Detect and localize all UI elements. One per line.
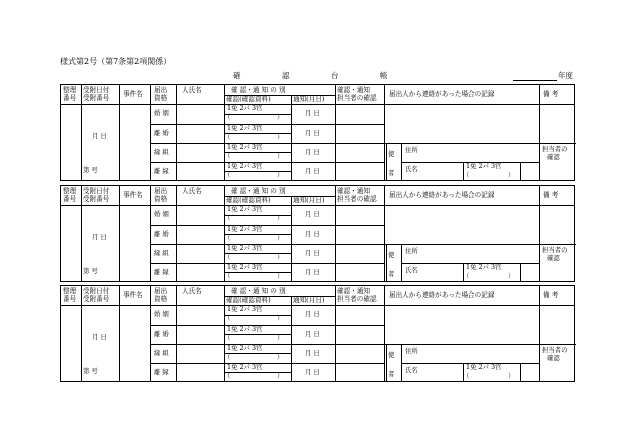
paren-close: ） — [277, 353, 284, 361]
record-block-3 — [60, 285, 575, 382]
table-rule — [386, 344, 387, 381]
table-rule — [150, 143, 384, 144]
paren-close: ） — [277, 214, 284, 222]
contact-paren-open: （ — [463, 171, 470, 179]
header-tsuchi: 通知(月日) — [293, 296, 325, 304]
header-jinshimei: 人氏名 — [182, 86, 202, 94]
table-rule — [176, 286, 177, 381]
header-tanto-2: 担当者の確認 — [337, 94, 377, 102]
ledger-title-char: 認 — [282, 71, 290, 80]
paren-open: （ — [224, 253, 231, 261]
header-todokede: 届出 — [154, 187, 168, 195]
uketsuke-number: 第 号 — [83, 267, 98, 275]
form-title: 様式第2号（第7条第2項関係） — [60, 57, 172, 66]
header-seiri: 整理 — [63, 86, 77, 94]
doc-options: 1免 2パ 3官 — [227, 305, 263, 313]
paren-close: ） — [277, 272, 284, 280]
paren-open: （ — [224, 334, 231, 342]
tantosha-kakunin-2: 確認 — [547, 254, 560, 262]
table-rule — [384, 85, 385, 180]
header-tanto-1: 確認・通知 — [337, 187, 370, 195]
contact-paren-open: （ — [463, 372, 470, 380]
table-rule — [150, 344, 384, 345]
contact-address-label: 住所 — [405, 146, 418, 154]
table-rule — [384, 286, 385, 381]
doc-options: 1免 2パ 3官 — [227, 205, 263, 213]
contact-sha: 者 — [388, 370, 395, 378]
table-rule — [150, 85, 151, 180]
header-renraku: 届出人から連絡があった場合の記録 — [389, 291, 495, 299]
table-rule — [291, 95, 292, 180]
contact-paren-close: ） — [508, 372, 515, 380]
table-rule — [520, 363, 521, 381]
contact-name-label: 氏名 — [405, 165, 418, 173]
table-rule — [150, 162, 384, 163]
notify-month-day: 月 日 — [305, 148, 320, 156]
header-jinshimei: 人氏名 — [182, 287, 202, 295]
header-uketsuke-no: 受附番号 — [83, 295, 110, 303]
event-name: 離 縁 — [154, 368, 169, 376]
header-kakunin: 確 認・通 知 の 別 — [231, 86, 286, 94]
paren-open: （ — [224, 214, 231, 222]
header-tanto-2: 担当者の確認 — [337, 195, 377, 203]
paren-open: （ — [224, 234, 231, 242]
table-rule — [150, 225, 384, 226]
paren-close: ） — [277, 234, 284, 242]
contact-name-label: 氏名 — [405, 366, 418, 374]
uketsuke-month-day: 月 日 — [92, 333, 107, 341]
table-rule — [119, 286, 120, 381]
header-shikaku: 資格 — [154, 94, 168, 102]
year-label: 年度 — [558, 71, 573, 80]
table-rule — [61, 104, 574, 105]
table-rule — [150, 325, 384, 326]
notify-month-day: 月 日 — [305, 249, 320, 257]
header-tsuchi: 通知(月日) — [293, 95, 325, 103]
table-rule — [291, 296, 292, 381]
event-name: 離 縁 — [154, 167, 169, 175]
paren-close: ） — [277, 334, 284, 342]
header-biko: 備 考 — [543, 291, 559, 299]
paren-open: （ — [224, 133, 231, 141]
paren-close: ） — [277, 372, 284, 380]
paren-open: （ — [224, 272, 231, 280]
contact-sha: 者 — [388, 169, 395, 177]
event-name: 縁 組 — [154, 249, 169, 257]
tantosha-kakunin-2: 確認 — [547, 153, 560, 161]
table-rule — [335, 85, 336, 180]
header-jikenmei: 事件名 — [123, 291, 143, 299]
table-rule — [384, 186, 385, 281]
table-rule — [61, 205, 574, 206]
paren-open: （ — [224, 372, 231, 380]
ledger-header — [60, 70, 575, 82]
table-rule — [384, 143, 576, 144]
doc-options: 1免 2パ 3官 — [227, 104, 263, 112]
doc-options: 1免 2パ 3官 — [227, 263, 263, 271]
doc-options: 1免 2パ 3官 — [227, 143, 263, 151]
notify-month-day: 月 日 — [305, 230, 320, 238]
contact-sha: 者 — [388, 270, 395, 278]
uketsuke-month-day: 月 日 — [92, 132, 107, 140]
header-tanto-1: 確認・通知 — [337, 287, 370, 295]
header-uketsuke-no: 受附番号 — [83, 94, 110, 102]
table-rule — [335, 186, 336, 281]
table-rule — [61, 305, 574, 306]
ledger-title-char: 台 — [331, 71, 339, 80]
notify-month-day: 月 日 — [305, 268, 320, 276]
contact-address-label: 住所 — [405, 247, 418, 255]
event-name: 婚 姻 — [154, 210, 169, 218]
header-shikaku: 資格 — [154, 195, 168, 203]
header-uketsuke-date: 受附日付 — [83, 86, 110, 94]
notify-month-day: 月 日 — [305, 310, 320, 318]
contact-doc-options: 1免 2パ 3官 — [466, 263, 502, 271]
paren-close: ） — [277, 314, 284, 322]
table-rule — [119, 186, 120, 281]
table-rule — [150, 186, 151, 281]
header-todokede: 届出 — [154, 287, 168, 295]
table-rule — [520, 263, 521, 281]
tantosha-kakunin-1: 担当者の — [542, 145, 568, 153]
doc-options: 1免 2パ 3官 — [227, 124, 263, 132]
event-name: 離 婚 — [154, 330, 169, 338]
doc-options: 1免 2パ 3官 — [227, 325, 263, 333]
header-kakunin: 確 認・通 知 の 別 — [231, 187, 286, 195]
paren-open: （ — [224, 314, 231, 322]
event-name: 離 縁 — [154, 268, 169, 276]
header-bango: 番号 — [63, 94, 77, 102]
tantosha-kakunin-1: 担当者の — [542, 246, 568, 254]
table-rule — [291, 196, 292, 281]
header-renraku: 届出人から連絡があった場合の記録 — [389, 90, 495, 98]
table-rule — [150, 263, 384, 264]
header-uketsuke-no: 受附番号 — [83, 195, 110, 203]
header-seiri: 整理 — [63, 287, 77, 295]
table-rule — [539, 186, 540, 281]
table-rule — [386, 143, 387, 180]
record-block-1 — [60, 84, 575, 181]
header-kakunin-shiryo: 確認(確認資料) — [226, 95, 271, 103]
event-name: 婚 姻 — [154, 109, 169, 117]
paren-open: （ — [224, 353, 231, 361]
table-rule — [384, 344, 576, 345]
doc-options: 1免 2パ 3官 — [227, 162, 263, 170]
paren-close: ） — [277, 171, 284, 179]
contact-paren-close: ） — [508, 171, 515, 179]
header-biko: 備 考 — [543, 90, 559, 98]
paren-close: ） — [277, 133, 284, 141]
table-rule — [150, 244, 384, 245]
event-name: 縁 組 — [154, 349, 169, 357]
header-kakunin-shiryo: 確認(確認資料) — [226, 296, 271, 304]
header-bango: 番号 — [63, 195, 77, 203]
paren-close: ） — [277, 113, 284, 121]
header-kakunin: 確 認・通 知 の 別 — [231, 287, 286, 295]
contact-name-label: 氏名 — [405, 266, 418, 274]
notify-month-day: 月 日 — [305, 210, 320, 218]
tantosha-kakunin-2: 確認 — [547, 354, 560, 362]
header-uketsuke-date: 受附日付 — [83, 187, 110, 195]
event-name: 離 婚 — [154, 129, 169, 137]
header-seiri: 整理 — [63, 187, 77, 195]
table-rule — [176, 85, 177, 180]
contact-doc-options: 1免 2パ 3官 — [466, 162, 502, 170]
table-rule — [386, 244, 387, 281]
header-uketsuke-date: 受附日付 — [83, 287, 110, 295]
contact-doc-options: 1免 2パ 3官 — [466, 363, 502, 371]
paren-close: ） — [277, 253, 284, 261]
doc-options: 1免 2パ 3官 — [227, 244, 263, 252]
contact-shi: 使 — [388, 251, 395, 259]
notify-month-day: 月 日 — [305, 349, 320, 357]
uketsuke-number: 第 号 — [83, 367, 98, 375]
doc-options: 1免 2パ 3官 — [227, 344, 263, 352]
doc-options: 1免 2パ 3官 — [227, 363, 263, 371]
uketsuke-number: 第 号 — [83, 166, 98, 174]
table-rule — [539, 85, 540, 180]
table-rule — [81, 286, 82, 381]
event-name: 離 婚 — [154, 230, 169, 238]
contact-address-label: 住所 — [405, 347, 418, 355]
table-rule — [384, 244, 576, 245]
paren-open: （ — [224, 113, 231, 121]
contact-shi: 使 — [388, 150, 395, 158]
header-bango: 番号 — [63, 295, 77, 303]
uketsuke-month-day: 月 日 — [92, 233, 107, 241]
event-name: 縁 組 — [154, 148, 169, 156]
paren-close: ） — [277, 152, 284, 160]
header-tanto-1: 確認・通知 — [337, 86, 370, 94]
table-rule — [81, 186, 82, 281]
notify-month-day: 月 日 — [305, 129, 320, 137]
header-shikaku: 資格 — [154, 295, 168, 303]
tantosha-kakunin-1: 担当者の — [542, 346, 568, 354]
header-biko: 備 考 — [543, 191, 559, 199]
contact-shi: 使 — [388, 351, 395, 359]
ledger-title-char: 帳 — [380, 71, 388, 80]
record-block-2 — [60, 185, 575, 282]
header-jikenmei: 事件名 — [123, 90, 143, 98]
table-rule — [539, 286, 540, 381]
table-rule — [176, 186, 177, 281]
paren-open: （ — [224, 171, 231, 179]
table-rule — [150, 124, 384, 125]
header-kakunin-shiryo: 確認(確認資料) — [226, 196, 271, 204]
table-rule — [150, 363, 384, 364]
year-blank-line — [513, 80, 557, 81]
table-rule — [150, 286, 151, 381]
table-rule — [81, 85, 82, 180]
header-jinshimei: 人氏名 — [182, 187, 202, 195]
table-rule — [520, 162, 521, 180]
table-rule — [335, 286, 336, 381]
contact-paren-close: ） — [508, 272, 515, 280]
notify-month-day: 月 日 — [305, 330, 320, 338]
event-name: 婚 姻 — [154, 310, 169, 318]
header-jikenmei: 事件名 — [123, 191, 143, 199]
notify-month-day: 月 日 — [305, 368, 320, 376]
table-rule — [119, 85, 120, 180]
header-tsuchi: 通知(月日) — [293, 196, 325, 204]
ledger-title-char: 確 — [233, 71, 241, 80]
doc-options: 1免 2パ 3官 — [227, 225, 263, 233]
header-todokede: 届出 — [154, 86, 168, 94]
paren-open: （ — [224, 152, 231, 160]
header-renraku: 届出人から連絡があった場合の記録 — [389, 191, 495, 199]
notify-month-day: 月 日 — [305, 109, 320, 117]
header-tanto-2: 担当者の確認 — [337, 295, 377, 303]
notify-month-day: 月 日 — [305, 167, 320, 175]
contact-paren-open: （ — [463, 272, 470, 280]
